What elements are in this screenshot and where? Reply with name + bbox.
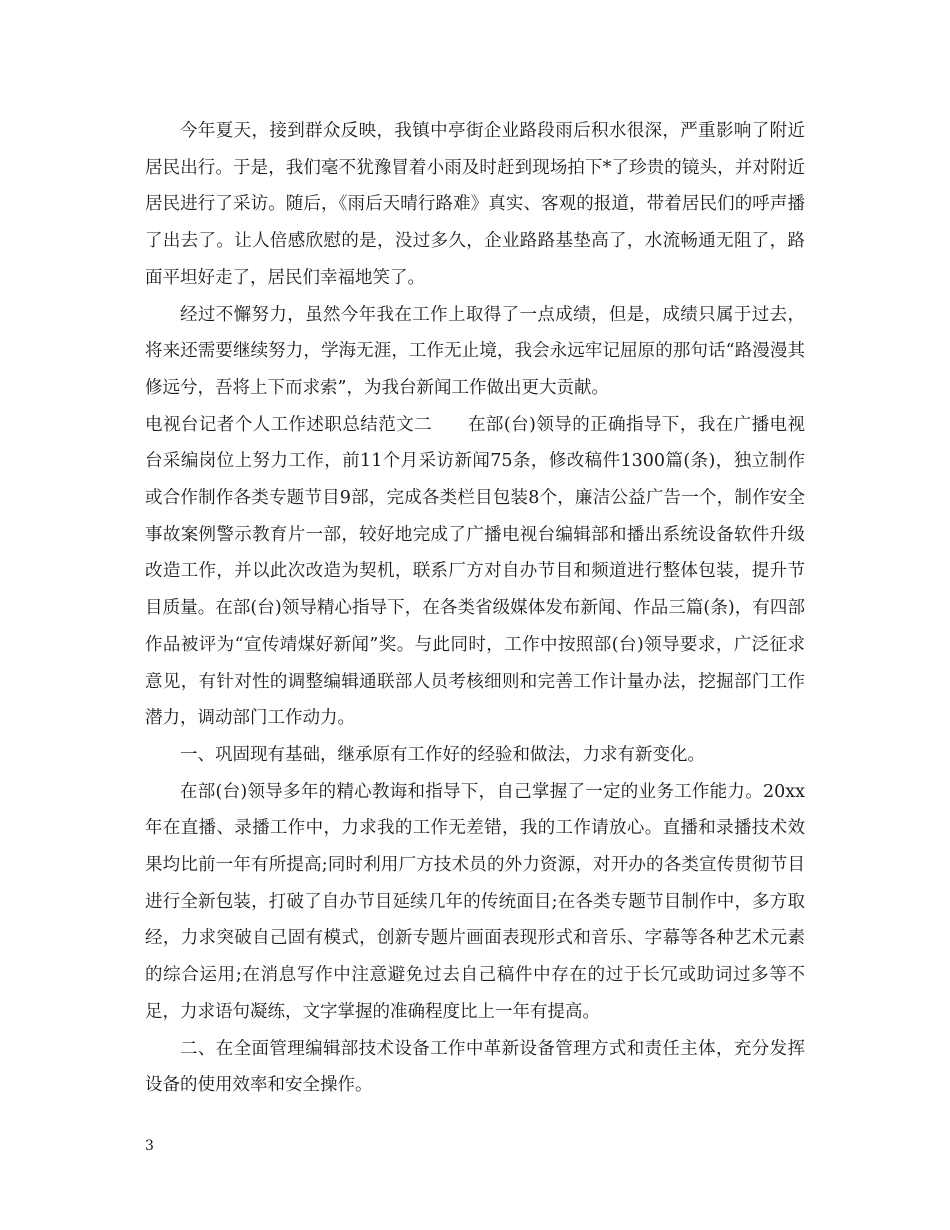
section-heading-two: 二、在全面管理编辑部技术设备工作中革新设备管理方式和责任主体，充分发挥设备的使用效率和安全操作。 bbox=[145, 1038, 805, 1096]
paragraph-summer-report: 今年夏天，接到群众反映，我镇中亭街企业路段雨后积水很深，严重影响了附近居民出行。于是，我们毫不犹豫冒着小雨及时赶到现场拍下*了珍贵的镜头，并对附近居民进行了采访。随后，《雨后天晴行路难》真实、客观的报道，带着居民们的呼声播了出去了。让人倍感欣慰的是，没过多久，企业路路基垫高了，水流畅通无阻了，路面平坦好走了，居民们幸福地笑了。 bbox=[145, 121, 805, 288]
paragraph-conclusion: 经过不懈努力，虽然今年我在工作上取得了一点成绩，但是，成绩只属于过去，将来还需要继续努力，学海无涯，工作无止境，我会永远牢记屈原的那句话“路漫漫其修远兮，吾将上下而求索”，为我台新闻工作做出更大贡献。 bbox=[145, 304, 805, 398]
paragraph-sample-two: 电视台记者个人工作述职总结范文二 在部(台)领导的正确指导下，我在广播电视台采编岗位上努力工作，前11个月采访新闻75条，修改稿件1300篇(条)，独立制作或合作制作各类专题节目9部，完成各类栏目包装8个，廉洁公益广告一个，制作安全事故案例警示教育片一部，较好地完成了广播电视台编辑部和播出系统设备软件升级改造工作，并以此次改造为契机，联系厂方对自办节目和频道进行整体包装，提升节目质量。在部(台)领导精心指导下，在各类省级媒体发布新闻、作品三篇(条)，有四部作品被评为“宣传靖煤好新闻”奖。与此同时，工作中按照部(台)领导要求，广泛征求意见，有针对性的调整编辑通联部人员考核细则和完善工作计量办法，挖掘部门工作潜力，调动部门工作动力。 bbox=[145, 414, 805, 729]
paragraph-skills: 在部(台)领导多年的精心教诲和指导下，自己掌握了一定的业务工作能力。20xx年在直播、录播工作中，力求我的工作无差错，我的工作请放心。直播和录播技术效果均比前一年有所提高;同时利用厂方技术员的外力资源，对开办的各类宣传贯彻节目进行全新包装，打破了自办节目延续几年的传统面目;在各类专题节目制作中，多方取经，力求突破自己固有模式，创新专题片画面表现形式和音乐、字幕等各种艺术元素的综合运用;在消息写作中注意避免过去自己稿件中存在的过于长冗或助词过多等不足，力求语句凝练，文字掌握的准确程度比上一年有提高。 bbox=[145, 781, 805, 1022]
page-number: 3 bbox=[145, 1138, 154, 1154]
section-heading-one: 一、巩固现有基础，继承原有工作好的经验和做法，力求有新变化。 bbox=[180, 744, 705, 765]
document-body bbox=[145, 113, 805, 1104]
